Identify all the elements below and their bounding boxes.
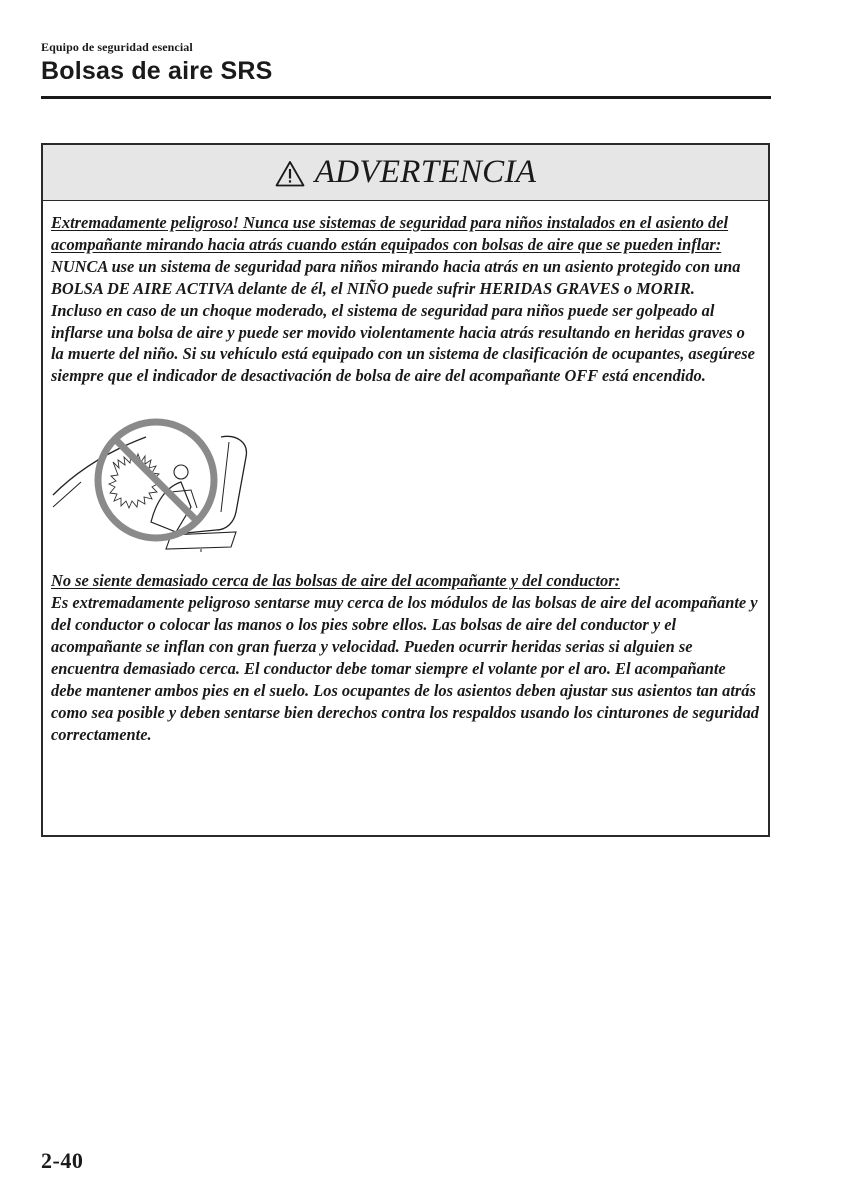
warning-header xyxy=(43,145,768,201)
warning-paragraph: Incluso en caso de un choque moderado, el sistema de seguridad para niños puede ser golpeado al inflarse una bolsa de aire y puede ser movido violentamente hacia atrás resultando en heridas graves o la muerte del niño. Si su vehículo está equipado con un sistema de clasificación de ocupantes, asegúrese siempre que el indicador de desactivación de bolsa de aire del acompañante OFF está encendido. xyxy=(51,300,755,386)
prohibited-child-seat-illustration xyxy=(51,412,251,552)
warning-heading-proximity: No se siente demasiado cerca de las bolsas de aire del acompañante y del conductor: xyxy=(51,571,621,591)
header-divider xyxy=(41,96,771,99)
page-number: 2-40 xyxy=(41,1148,84,1173)
warning-paragraph: NUNCA use un sistema de seguridad para niños mirando hacia atrás en un asiento protegido con una BOLSA DE AIRE ACTIVA delante de él, el NIÑO puede sufrir HERIDAS GRAVES o MORIR. xyxy=(51,256,741,298)
section-label: Equipo de seguridad esencial xyxy=(41,40,193,54)
warning-title: ADVERTENCIA xyxy=(314,154,537,190)
warning-heading-rear-facing: Extremadamente peligroso! Nunca use sistemas de seguridad para niños instalados en el asiento del acompañante mirando hacia atrás cuando están equipados con bolsas de aire que se pueden inflar: xyxy=(51,213,729,254)
warning-section-proximity xyxy=(51,570,760,745)
warning-paragraph: Es extremadamente peligroso sentarse muy cerca de los módulos de las bolsas de aire del acompañante y del conductor o colocar las manos o los pies sobre ellos. Las bolsas de aire del conductor y el acompañante se inflan con gran fuerza y velocidad. Pueden ocurrir heridas serias si alguien se encuentra demasiado cerca. El conductor debe tomar siempre el volante por el aro. El acompañante debe mantener ambos pies en el suelo. Los ocupantes de los asientos deben ajustar sus asientos tan atrás como sea posible y deben sentarse bien derechos contra los respaldos usando los cinturones de seguridad correctamente. xyxy=(51,593,760,744)
warning-triangle-icon xyxy=(275,160,305,187)
warning-body xyxy=(43,201,768,746)
page-title: Bolsas de aire SRS xyxy=(41,57,273,85)
warning-box xyxy=(41,143,770,837)
